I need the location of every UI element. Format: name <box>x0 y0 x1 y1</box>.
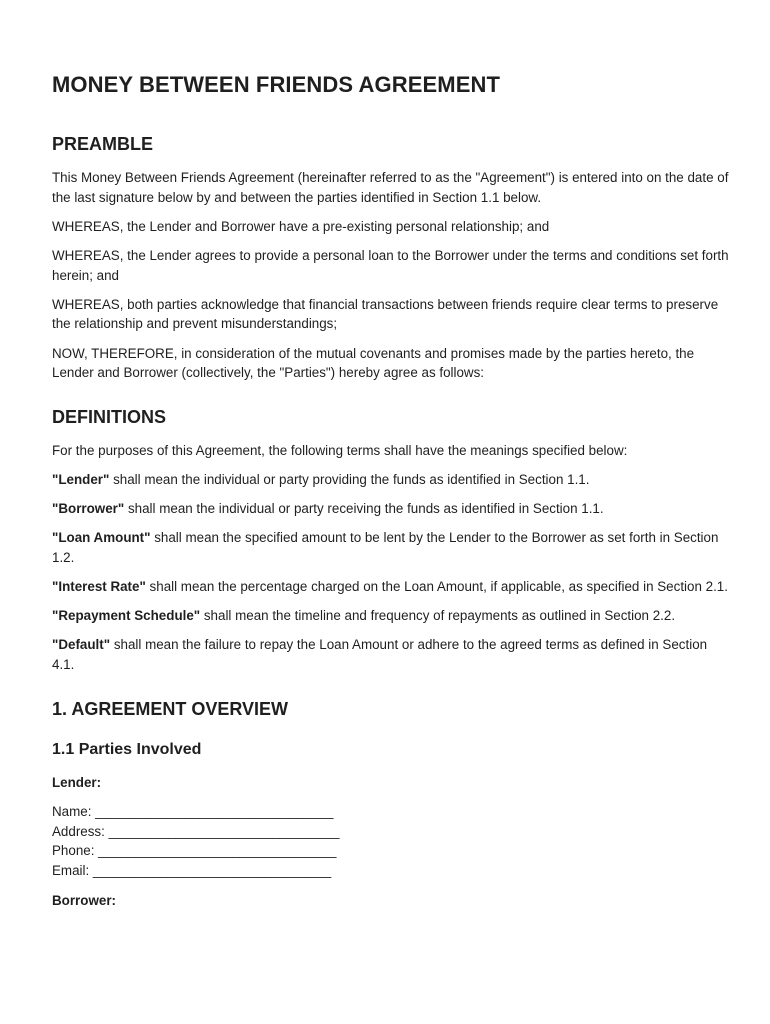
definitions-heading: DEFINITIONS <box>52 406 167 427</box>
document-page <box>52 68 732 920</box>
definition-term: "Default" <box>52 637 111 653</box>
definition-text: shall mean the percentage charged on the Loan Amount, if applicable, as specified in Section 2.1. <box>145 579 728 595</box>
lender-fields <box>52 802 732 880</box>
definition-item <box>52 635 732 674</box>
borrower-label: Borrower: <box>52 892 116 908</box>
definition-item <box>52 470 732 490</box>
preamble-paragraph: This Money Between Friends Agreement (hereinafter referred to as the "Agreement") is entered into on the date of the last signature below by and between the parties identified in Section 1.1 below. <box>52 170 729 205</box>
preamble-heading: PREAMBLE <box>52 134 154 154</box>
definition-term: "Lender" <box>52 471 110 487</box>
definition-text: shall mean the individual or party providing the funds as identified in Section 1.1. <box>109 471 590 487</box>
lender-name-field: Name: ________________________________ <box>52 804 334 820</box>
definition-term: "Borrower" <box>52 501 125 517</box>
preamble-paragraph: WHEREAS, the Lender and Borrower have a pre-existing personal relationship; and <box>52 218 550 234</box>
definition-item <box>52 499 732 519</box>
definition-term: "Repayment Schedule" <box>52 608 201 624</box>
definition-item <box>52 528 732 567</box>
parties-heading: 1.1 Parties Involved <box>52 740 202 758</box>
definition-item <box>52 606 732 626</box>
definition-text: shall mean the failure to repay the Loan Amount or adhere to the agreed terms as defined in Section 4.1. <box>52 637 708 673</box>
definition-term: "Interest Rate" <box>52 579 146 595</box>
definition-text: shall mean the timeline and frequency of repayments as outlined in Section 2.2. <box>200 608 676 624</box>
overview-heading: 1. AGREEMENT OVERVIEW <box>52 698 289 719</box>
lender-phone-field: Phone: ________________________________ <box>52 843 337 859</box>
document-title: MONEY BETWEEN FRIENDS AGREEMENT <box>52 72 501 97</box>
definition-text: shall mean the individual or party receiving the funds as identified in Section 1.1. <box>124 501 604 517</box>
preamble-paragraph: NOW, THEREFORE, in consideration of the mutual covenants and promises made by the parties hereto, the Lender and Borrower (collectively, the "Parties") hereby agree as follows: <box>52 345 695 381</box>
lender-address-field: Address: _______________________________ <box>52 823 340 839</box>
definition-text: shall mean the specified amount to be lent by the Lender to the Borrower as set forth in Section 1.2. <box>52 530 719 565</box>
definitions-intro: For the purposes of this Agreement, the following terms shall have the meanings specified below: <box>52 442 628 458</box>
lender-label: Lender: <box>52 774 102 790</box>
definition-item <box>52 577 732 597</box>
lender-email-field: Email: ________________________________ <box>52 863 332 878</box>
preamble-section <box>52 168 732 383</box>
definitions-section <box>52 441 732 675</box>
preamble-paragraph: WHEREAS, both parties acknowledge that financial transactions between friends require clear terms to preserve the relationship and prevent misunderstandings; <box>52 296 719 332</box>
definition-term: "Loan Amount" <box>52 530 151 546</box>
preamble-paragraph: WHEREAS, the Lender agrees to provide a personal loan to the Borrower under the terms and conditions set forth herein; and <box>52 247 729 283</box>
